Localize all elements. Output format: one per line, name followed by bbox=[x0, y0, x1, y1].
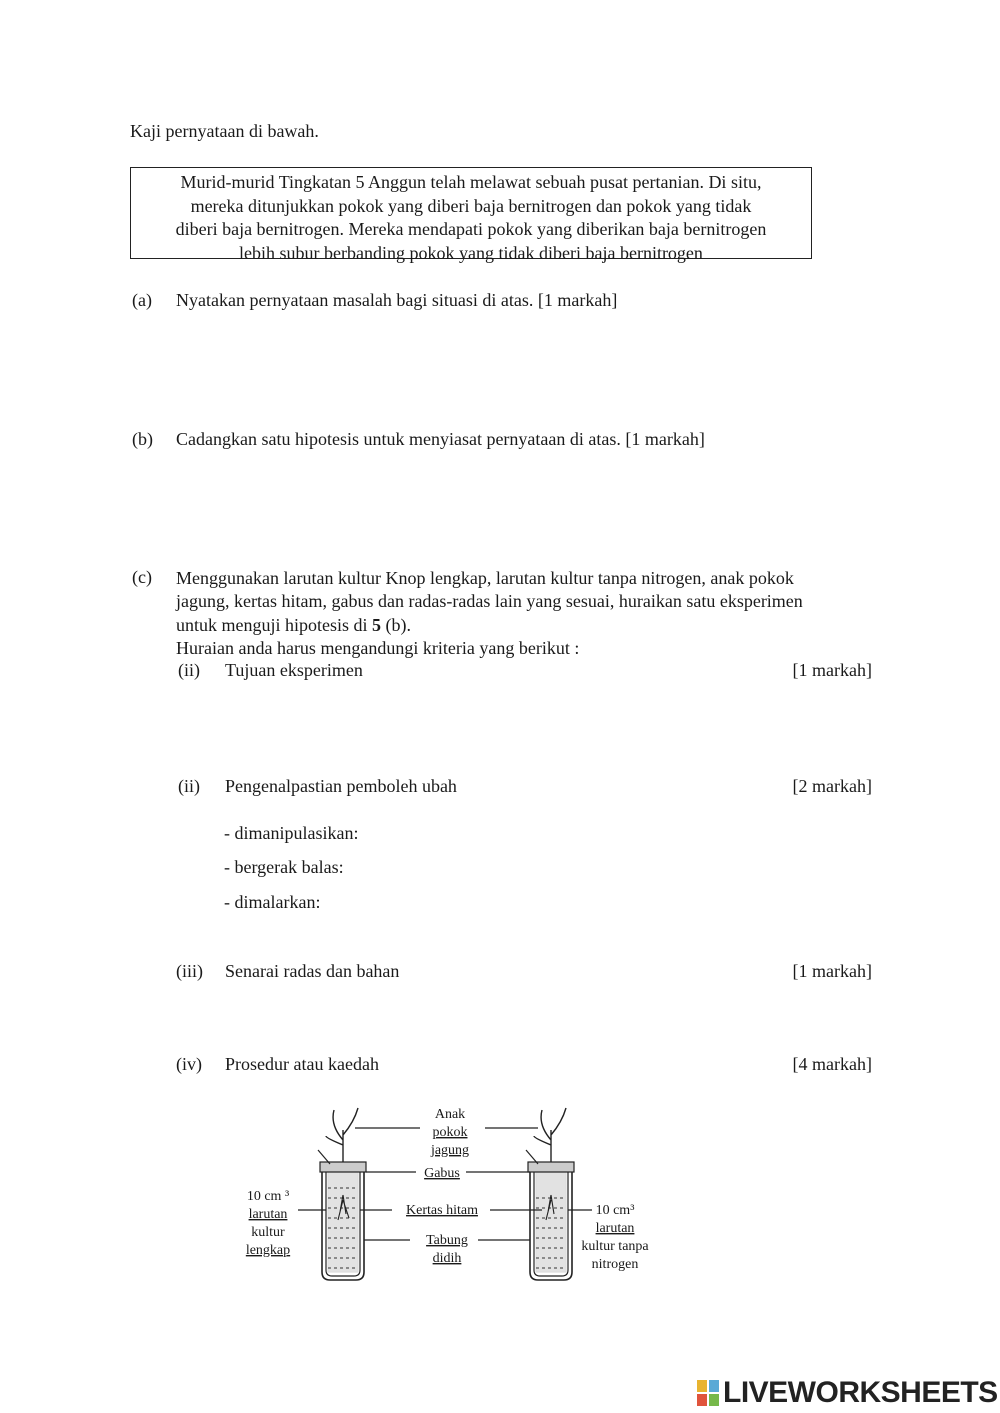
label-right-2: larutan bbox=[595, 1221, 635, 1236]
question-b-label: (b) bbox=[132, 429, 153, 449]
question-a-text: Nyatakan pernyataan masalah bagi situasi di atas. [1 markah] bbox=[176, 290, 618, 310]
question-c-line3-post: (b). bbox=[381, 614, 411, 635]
variable-responding: - bergerak balas: bbox=[224, 857, 344, 877]
question-c-label: (c) bbox=[132, 567, 152, 587]
left-boiling-tube bbox=[318, 1108, 366, 1280]
question-c-line: Menggunakan larutan kultur Knop lengkap, larutan kultur tanpa nitrogen, anak pokok bbox=[176, 568, 794, 588]
label-black-paper: Kertas hitam bbox=[406, 1203, 478, 1218]
subq-3-label: (iii) bbox=[176, 961, 203, 981]
label-tube-2: didih bbox=[432, 1251, 462, 1266]
subq-1-label: (ii) bbox=[178, 660, 200, 680]
label-right-4: nitrogen bbox=[591, 1257, 639, 1272]
statement-line: lebih subur berbanding pokok yang tidak diberi baja bernitrogen bbox=[239, 242, 703, 263]
label-plant-3: jagung bbox=[430, 1143, 470, 1158]
label-left-2: larutan bbox=[248, 1207, 288, 1222]
question-c-text bbox=[176, 567, 803, 660]
liveworksheets-logo bbox=[697, 1376, 998, 1410]
subq-2-label: (ii) bbox=[178, 776, 200, 796]
question-a-label: (a) bbox=[132, 290, 152, 310]
label-right-3: kultur tanpa bbox=[581, 1239, 649, 1254]
subq-3-text: Senarai radas dan bahan bbox=[225, 961, 400, 981]
subq-1-text: Tujuan eksperimen bbox=[225, 660, 363, 680]
intro-text: Kaji pernyataan di bawah. bbox=[130, 121, 319, 141]
question-c-line bbox=[176, 614, 803, 637]
question-b-text: Cadangkan satu hipotesis untuk menyiasat pernyataan di atas. [1 markah] bbox=[176, 429, 705, 449]
statement-line: diberi baja bernitrogen. Mereka mendapati pokok yang diberikan baja bernitrogen bbox=[175, 219, 767, 239]
variable-constant: - dimalarkan: bbox=[224, 892, 321, 912]
subq-2-marks: [2 markah] bbox=[792, 776, 872, 796]
label-left-4: lengkap bbox=[245, 1243, 291, 1258]
subq-3-marks: [1 markah] bbox=[792, 961, 872, 981]
experiment-diagram bbox=[230, 1100, 670, 1290]
statement-line: Murid-murid Tingkatan 5 Anggun telah melawat sebuah pusat pertanian. Di situ, bbox=[180, 172, 762, 192]
label-left-1: 10 cm ³ bbox=[246, 1189, 290, 1204]
subq-4-marks: [4 markah] bbox=[792, 1054, 872, 1074]
subq-2-text: Pengenalpastian pemboleh ubah bbox=[225, 776, 457, 796]
label-plant-2: pokok bbox=[432, 1125, 468, 1140]
label-right-1: 10 cm³ bbox=[595, 1203, 635, 1218]
label-left-3: kultur bbox=[251, 1225, 285, 1240]
subq-4-text: Prosedur atau kaedah bbox=[225, 1054, 379, 1074]
subq-4-label: (iv) bbox=[176, 1054, 202, 1074]
statement-box bbox=[130, 167, 812, 263]
liveworksheets-logo-text: LIVEWORKSHEETS bbox=[723, 1376, 998, 1409]
question-c-line: jagung, kertas hitam, gabus dan radas-radas lain yang sesuai, huraikan satu eksperimen bbox=[176, 591, 803, 612]
label-tube-1: Tabung bbox=[426, 1233, 468, 1248]
label-plant-1: Anak bbox=[434, 1107, 466, 1122]
variable-manipulated: - dimanipulasikan: bbox=[224, 823, 359, 843]
question-ref-number: 5 bbox=[372, 614, 381, 635]
label-cork: Gabus bbox=[424, 1166, 460, 1181]
right-boiling-tube bbox=[526, 1108, 574, 1280]
subq-1-marks: [1 markah] bbox=[792, 660, 872, 680]
statement-line: mereka ditunjukkan pokok yang diberi baja bernitrogen dan pokok yang tidak bbox=[190, 195, 752, 216]
question-c-line: Huraian anda harus mengandungi kriteria yang berikut : bbox=[176, 637, 580, 658]
question-c-line3-pre: untuk menguji hipotesis di bbox=[176, 614, 372, 635]
liveworksheets-logo-icon bbox=[697, 1380, 719, 1406]
